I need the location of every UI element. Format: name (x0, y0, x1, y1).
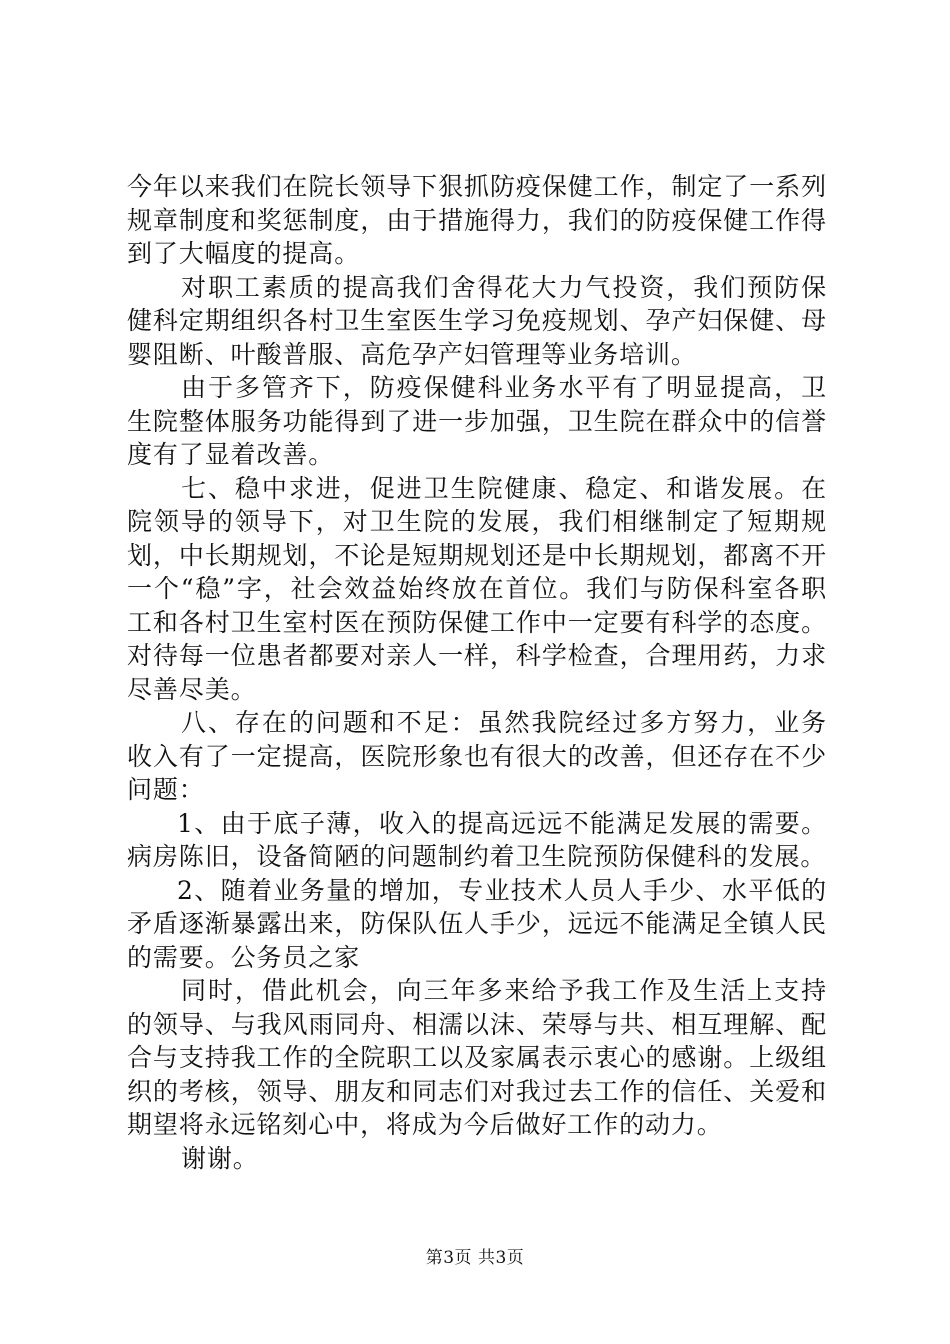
paragraph-closing: 谢谢。 (181, 1143, 259, 1173)
paragraph-section-seven: 七、稳中求进，促进卫生院健康、稳定、和谐发展。在院领导的领导下，对卫生院的发展，我们相继制定了短期规划，中长期规划，不论是短期规划还是中长期规划，都离不开一个“稳”字，社会效益始终放在首位。我们与防保科室各职工和各村卫生室村医在预防保健工作中一定要有科学的态度。对待每一位患者都要对亲人一样，科学检查，合理用药，力求尽善尽美。 (127, 473, 827, 704)
page-number-footer: 第3页 共3页 (425, 1248, 525, 1268)
paragraph-staff-training: 对职工素质的提高我们舍得花大力气投资，我们预防保健科定期组织各村卫生室医生学习免疫规划、孕产妇保健、母婴阻断、叶酸普服、高危孕产妇管理等业务培训。 (127, 272, 827, 369)
paragraph-problem-one: 1、由于底子薄，收入的提高远远不能满足发展的需要。病房陈旧，设备简陋的问题制约着卫生院预防保健科的发展。 (127, 808, 827, 871)
paragraph-intro: 今年以来我们在院长领导下狠抓防疫保健工作，制定了一系列规章制度和奖惩制度，由于措施得力，我们的防疫保健工作得到了大幅度的提高。 (127, 172, 827, 268)
document-body (127, 170, 827, 1175)
paragraph-section-eight: 八、存在的问题和不足：虽然我院经过多方努力，业务收入有了一定提高，医院形象也有很大的改善，但还存在不少问题： (127, 708, 827, 804)
paragraph-problem-two: 2、随着业务量的增加，专业技术人员人手少、水平低的矛盾逐渐暴露出来，防保队伍人手少，远远不能满足全镇人民的需要。公务员之家 (127, 875, 827, 972)
paragraph-improvement: 由于多管齐下，防疫保健科业务水平有了明显提高，卫生院整体服务功能得到了进一步加强，卫生院在群众中的信誉度有了显着改善。 (127, 373, 827, 469)
paragraph-thanks: 同时，借此机会，向三年多来给予我工作及生活上支持的领导、与我风雨同舟、相濡以沫、荣辱与共、相互理解、配合与支持我工作的全院职工以及家属表示衷心的感谢。上级组织的考核，领导、朋友和同志们对我过去工作的信任、关爱和期望将永远铭刻心中，将成为今后做好工作的动力。 (127, 976, 827, 1139)
